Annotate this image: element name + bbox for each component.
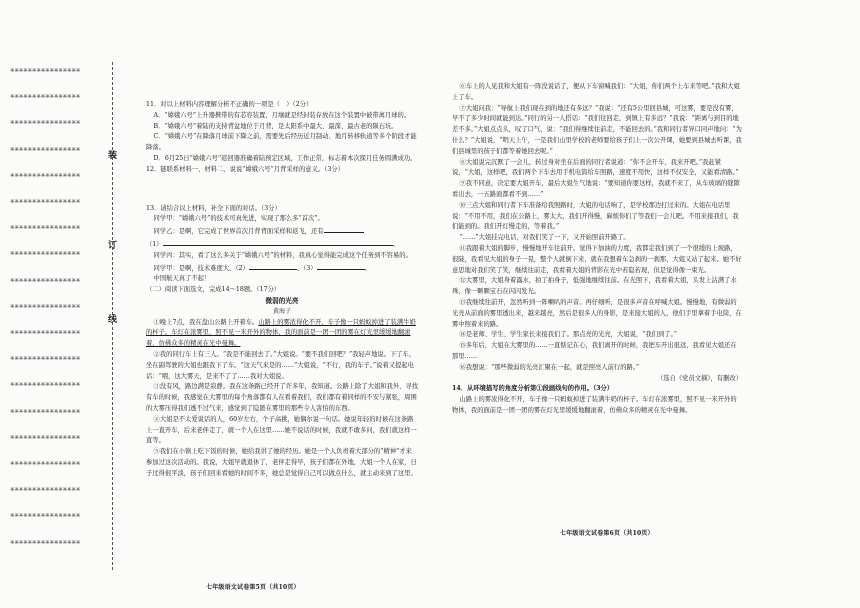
q13-line1: 同学甲：“嫦娥六号”的技术可真先进，实现了那么多“首次”。 xyxy=(153,215,324,223)
q13-blank-1[interactable] xyxy=(163,238,393,246)
q13-blank-1a[interactable] xyxy=(324,225,364,233)
q13-blank-label-2: 同学甲：是啊，技术难度大、（2） xyxy=(153,264,249,272)
article-paragraph-6: ⑥车上的人见我和大姐有一阵没说话了，便从下车窗喊我们：“大姐，你们两个上车来等吧。”我和大姐上了车。 xyxy=(452,83,740,101)
q11-option-a: A．“嫦娥六号”上升器携带的有芯容装置，月壤就是经封装存放在这个装置中被带离月球的。 xyxy=(153,111,411,119)
article-paragraph-11: ⑪我跟着大姐的脚步，慢慢地开车往前开。觉得下加油的力度，我都定我们到了一个很缓的上坡路，很陡，我看见大姐的身子一晃，整个人就倒下来，就在我想着车急刹的一刹那，大姐又站了起来。她不好意思地对我们笑了笑，继续往前走，我看着大姐的背影在光中若隐若现，但是觉得像一束光。 xyxy=(452,244,742,274)
q11-option-c: C．“嫦娥六号”在降落月球前下降之前，需要先后经历近月制动、地月转移轨道等多个阶段才能降落。 xyxy=(146,133,417,152)
stars-row: ※※※※※※※※※※※※※※※※ xyxy=(10,120,81,127)
article-author: 黄海子 xyxy=(272,307,292,315)
q13-line4: 同学丙：其实，看了这么多关于“嫦娥六号”的材料，我真心觉得能完成这个任务到不容易的。 xyxy=(153,251,412,259)
stars-row: ※※※※※※※※※※※※※※※※ xyxy=(10,434,81,441)
q13-stem: 13．请结合以上材料，补全下面的对话。（3分） xyxy=(146,204,281,212)
q13-line2 xyxy=(146,225,418,238)
article-paragraph-10b: “……”大姐挂完电话，对我们笑了一下，又开始照前开路了。 xyxy=(459,234,630,242)
paragraph-1-start: ①晚上7点，我在盘山公路上开着车。 xyxy=(153,318,259,326)
q13-line3 xyxy=(146,238,418,251)
q13-line5 xyxy=(146,262,418,275)
article-paragraph-2: ②我的同行车上有三人。“我是不能回去了。”大姐说。“要不我们回吧？”我轻声地说。下了车，坐在副驾驶的大姐也跟我下了车。“这天气来是的……”大姐说，“不行，我的车子。”说着又提起电话：“喂，这大雾天，是来不了了……我对大姐说。 xyxy=(146,350,416,380)
q11-option-b: B．“嫦娥六号”着陆的支持背盆地位于月背，是太阳系中最大、最深、最古老的陨石坑。 xyxy=(153,122,398,130)
q12-stem: 12．链联系材料一、材料二，说说“嫦娥六号”月背采样的意义。（3分） xyxy=(146,165,344,173)
article-source: （选自《党员文摘》，有删改） xyxy=(656,374,742,382)
article-paragraph-1 xyxy=(146,318,418,350)
article-paragraph-9: ⑨我不同意，决定要大姐开车，最后大姐生气地说：“要知道你要这样，我就不来了，从车玻璃的缝隙看出去，一五路面都看不到……” xyxy=(452,180,740,198)
q13-blank-3[interactable] xyxy=(317,262,365,270)
stars-row: ※※※※※※※※※※※※※※※※ xyxy=(10,461,81,468)
q11-stem: 11．对以上材料内容理解分析不正确的一项是（ ）（2分） xyxy=(146,101,313,108)
article-paragraph-4: ④大姐是不太爱说话的人，60岁左右，个子高挑，她偶尔说一句话。她说年轻的时候在这条路上一直开车，后来老伴走了，就一个人在这里……她不说话的时候，我就不敢多问，我们就这样一直等。 xyxy=(146,415,417,445)
q13-line3-end: 。 xyxy=(392,240,399,248)
article-paragraph-5: ⑤我们在小镇上吃下饭的时候，她给我讲了她的经历。她是一个人负责着大部分的“精神”才来参加过这次活动的。我说，大姐早就退休了，老伴走得早，孩子们都在外地，大姐一个人在家，日子过得很平淡，孩子们回来看她的时间不多，她总是觉得自己可以做点什么，就主动来到了这里。 xyxy=(146,448,417,477)
stars-row: ※※※※※※※※※※※※※※※※ xyxy=(10,277,81,284)
article-paragraph-14: ⑭是老师、学生、学生家长来接我们了。那点亮的光亮，大姐说，“我们到了。” xyxy=(459,331,677,339)
stars-row: ※※※※※※※※※※※※※※※※ xyxy=(10,199,81,206)
article-paragraph-12: ⑫大雾里，大姐身着露水，拍了拍身子，低强地继续往前。在光照下，我看着大姐，头发上沾满了水珠，像一颗颗宝石在闪闪发光。 xyxy=(452,277,737,296)
q13-blank-2[interactable] xyxy=(249,262,297,270)
q14-stem: 14．从环境描写的角度分析第①段画线句的作用。（3分） xyxy=(452,385,614,393)
article-paragraph-3: ③没有风，路边满是寂静。我在这条路已经开了许多年，我知道。公路上除了大姐和我外，寻找有车的时候，我感觉在大雾里的每个角落都有人在看着我们，我们都有着同样的不安与紧张，周围的大雾压得我们透不过气来，感觉到了隐匿在雾里的那些令人害怕的东西。 xyxy=(146,383,419,412)
stars-row: ※※※※※※※※※※※※※※※※ xyxy=(10,330,81,337)
stars-row: ※※※※※※※※※※※※※※※※ xyxy=(10,68,81,74)
left-footer: 七年级语文试卷第5页（共10页） xyxy=(206,584,300,591)
stars-row: ※※※※※※※※※※※※※※※※ xyxy=(10,513,81,520)
binding-xian: 线 xyxy=(108,315,118,325)
stars-row: ※※※※※※※※※※※※※※※※ xyxy=(10,408,81,415)
article-paragraph-16: ⑯我想说：“那些微弱的光亮汇聚在一起，就是照亮人前行的路。” xyxy=(459,363,640,371)
right-page xyxy=(430,0,860,608)
stars-row: ※※※※※※※※※※※※※※※※ xyxy=(10,94,81,101)
article-paragraph-13: ⑬我继续往前开，忽然听到一阵喇叭的声音。再仔细听，是很多声音在呼喊大姐。慢慢地，有微弱的光亮从前面的雾里透出来，越来越亮，然后是很多人的身影，是来接大姐的人，他们手里拿着手电筒，在雾中照着来的路。 xyxy=(452,298,742,328)
q12-answer-space[interactable] xyxy=(146,176,418,204)
stars-row: ※※※※※※※※※※※※※※※※ xyxy=(10,303,81,310)
stars-row: ※※※※※※※※※※※※※※※※ xyxy=(10,539,81,546)
article-paragraph-8: ⑧大姐说完沉默了一会儿，转过身对坐在后面的同行者说道：“你不会开车，我来开吧。”我赶紧说，“大姐，这样吧，我们两个下车去用手机电筒给车照路，速度不用快，这样不仅安全，又能看清路。” xyxy=(452,158,739,177)
q13-blank-label-3: 、（3） xyxy=(296,264,317,272)
stars-row: ※※※※※※※※※※※※※※※※ xyxy=(10,225,81,232)
stars-row: ※※※※※※※※※※※※※※※※ xyxy=(10,172,81,179)
right-column xyxy=(452,82,742,457)
q14-quote: 山路上的雾浓得化不开，车子像一只蚂蚁掉进了装满牛奶的杯子。车灯在浓雾里，照不见一米开外的物体，我的面前是一团一团的雾在灯光里缓缓地翻滚着，仿佛众多的精灵在光中曼舞。 xyxy=(452,396,737,414)
article-paragraph-7: ⑦大姐问我：“导航上我们现在到的地还有多远？”我说：“还有5公里回县城，可这雾，要是没有雾，早不了多少时间就能到达。”同行的另一人搭话：“我们往回走，到镇上有多远？”我说：“距离与到目的地差不多。”大姐点点头，叹了口气，说：“我们得继续往前走，不能回去的。”我和同行者异口同声地问：“为什么？”大姐说，“明天上午，一是我们山里学校的老师要给孩子们上一次公开课，她要到县城去听课，我们县城里的孩子们都等着她回去呢。” xyxy=(452,104,742,155)
q13-line6: 中国航天真了不起！ xyxy=(153,275,211,283)
q14-answer-space[interactable] xyxy=(452,417,742,457)
q13-blank-label-1: （1） xyxy=(146,240,163,248)
stars-row: ※※※※※※※※※※※※※※※※ xyxy=(10,146,81,153)
stars-row: ※※※※※※※※※※※※※※※※ xyxy=(10,382,81,389)
paragraph-1-underlined: 山路上的雾浓得化不开，车子像一只蚂蚁掉进了装满牛奶的杯子。车灯在浓雾里，照不见一米开外的物体，我的面前是一团一团的雾在灯光里缓缓地翻滚着，仿佛众多的精灵在光中曼舞。 xyxy=(146,318,416,348)
section-2-heading: （二）阅读下面选文，完成14～18题。（17分） xyxy=(146,286,281,294)
q13-line2-text: 同学乙：是啊，它完成了世界首次月背背面采样和返飞，还有 xyxy=(153,228,324,236)
binding-stars xyxy=(10,58,92,556)
right-footer: 七年级语文试卷第6页（共10页） xyxy=(560,530,654,537)
stars-row: ※※※※※※※※※※※※※※※※ xyxy=(10,251,81,258)
stars-row: ※※※※※※※※※※※※※※※※ xyxy=(10,487,81,494)
stars-row: ※※※※※※※※※※※※※※※※ xyxy=(10,356,81,363)
article-paragraph-15: ⑮多年后，大姐在大雾里的……一直惦记在心，我们离开的时候，我把车开出很远，我看见大姐还在那里…… xyxy=(452,342,737,360)
article-paragraph-10: ⑩三点大姐和同行者下车准备给我照路时，大姐的电话响了，是学校那边打过来的。大姐在电话里说：“不用不用，我们在公路上，雾太大，我们开得慢，麻烦你们了等我们一会儿吧。不用来接我们，我们能到的。我们开灯慢走的，等着我。” xyxy=(452,201,739,231)
left-column xyxy=(146,100,418,480)
q13-line5-end: 。 xyxy=(364,264,371,272)
article-title: 微弱的光亮 xyxy=(265,296,299,305)
binding-zhuang: 装 xyxy=(108,151,118,161)
binding-ding: 订 xyxy=(108,241,118,251)
q11-option-d: D．6月25日“嫦娥六号”返回器准确着陆预定区域，工作正常，标志着本次探月任务圆满成功。 xyxy=(153,154,417,162)
